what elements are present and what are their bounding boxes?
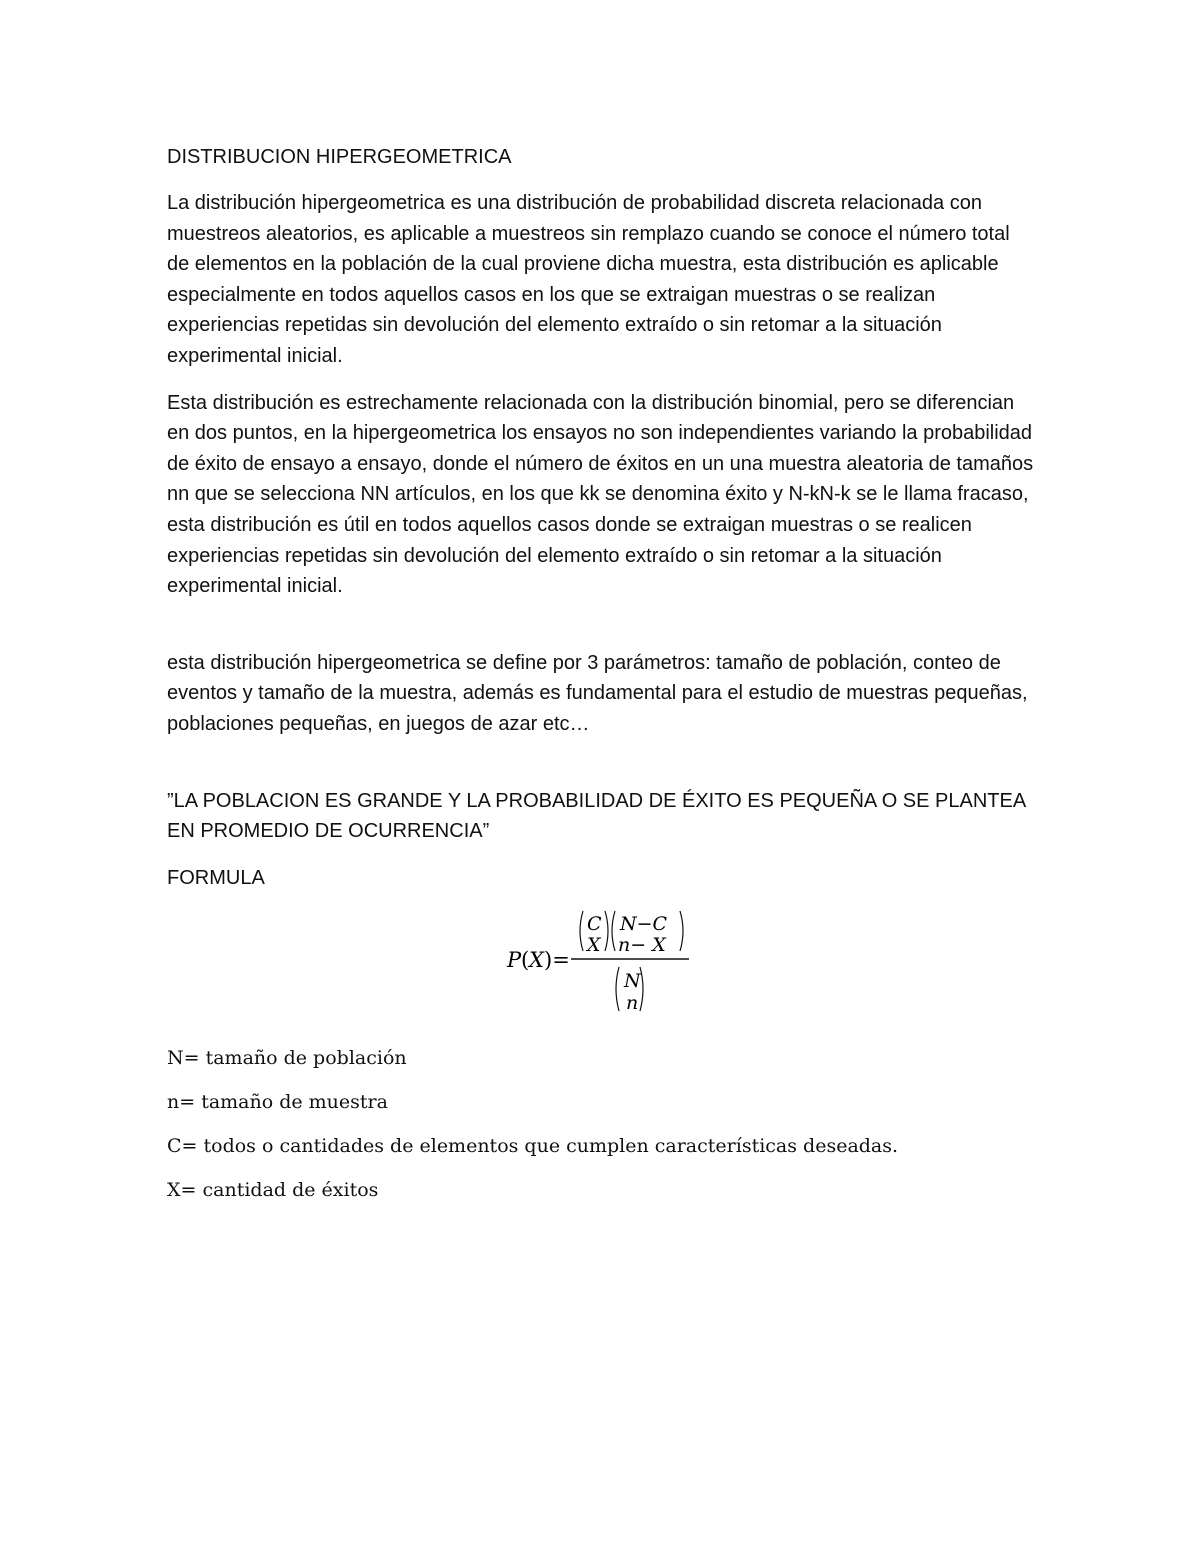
formula-x-lower: X: [587, 933, 601, 956]
formula-n-minus-c: N−C: [620, 912, 668, 935]
formula-n-minus-x: n− X: [618, 933, 666, 956]
formula-close-paren: )=: [544, 947, 570, 972]
definition-n-sample: n= tamaño de muestra: [167, 1090, 388, 1113]
paragraph-binomial-comparison: Esta distribución es estrechamente relacionada con la distribución binomial, pero se diferencian en dos puntos, en la hipergeometrica los ensayos no son independientes variando la probabilidad de éxito de ensayo a ensayo, donde el número de éxitos en un una muestra aleatoria de tamaños nn que se selecciona NN artículos, en los que kk se denomina éxito y N-kN-k se le llama fracaso, esta distribución es útil en todos aquellos casos donde se extraigan muestras o se realicen experiencias repetidas sin devolución del elemento extraído o sin retomar a la situación experimental inicial.: [167, 391, 1034, 598]
binomial-right-paren: [605, 911, 608, 951]
formula-label: FORMULA: [167, 866, 265, 889]
definition-c-elements: C= todos o cantidades de elementos que cumplen características deseadas.: [167, 1134, 899, 1157]
quote-text: ”LA POBLACION ES GRANDE Y LA PROBABILIDAD DE ÉXITO ES PEQUEÑA O SE PLANTEA EN PROMEDIO DE OCURRENCIA”: [167, 789, 1026, 843]
document-page: [167, 142, 1037, 1221]
definition-x-successes: X= cantidad de éxitos: [167, 1178, 379, 1201]
binomial-left-paren: [612, 911, 615, 951]
formula-graphic: [497, 903, 737, 1028]
definition-n-population: N= tamaño de población: [167, 1046, 407, 1069]
hypergeometric-formula: [167, 903, 1037, 1033]
formula-open-paren: (: [521, 947, 530, 972]
paragraph-parameters: esta distribución hipergeometrica se define por 3 parámetros: tamaño de población, conteo de eventos y tamaño de la muestra, además es fundamental para el estudio de muestras pequeñas, poblaciones pequeñas, en juegos de azar etc…: [167, 651, 1028, 735]
blank-line: [167, 618, 1037, 648]
blank-line: [167, 756, 1037, 786]
formula-big-n: N: [624, 969, 641, 992]
formula-c: C: [587, 912, 602, 935]
formula-small-n: n: [626, 991, 639, 1014]
document-title: DISTRIBUCION HIPERGEOMETRICA: [167, 146, 512, 168]
formula-p: P: [507, 947, 522, 972]
binomial-left-paren: [580, 911, 583, 951]
formula-x: X: [529, 947, 544, 972]
binomial-right-paren: [680, 911, 683, 951]
paragraph-definition: La distribución hipergeometrica es una distribución de probabilidad discreta relacionada con muestreos aleatorios, es aplicable a muestreos sin remplazo cuando se conoce el número total de elementos en la población de la cual proviene dicha muestra, esta distribución es aplicable especialmente en todos aquellos casos en los que se extraigan muestras o se realizan experiencias repetidas sin devolución del elemento extraído o sin retomar a la situación experimental inicial.: [167, 192, 1010, 367]
binomial-left-paren: [616, 967, 619, 1011]
